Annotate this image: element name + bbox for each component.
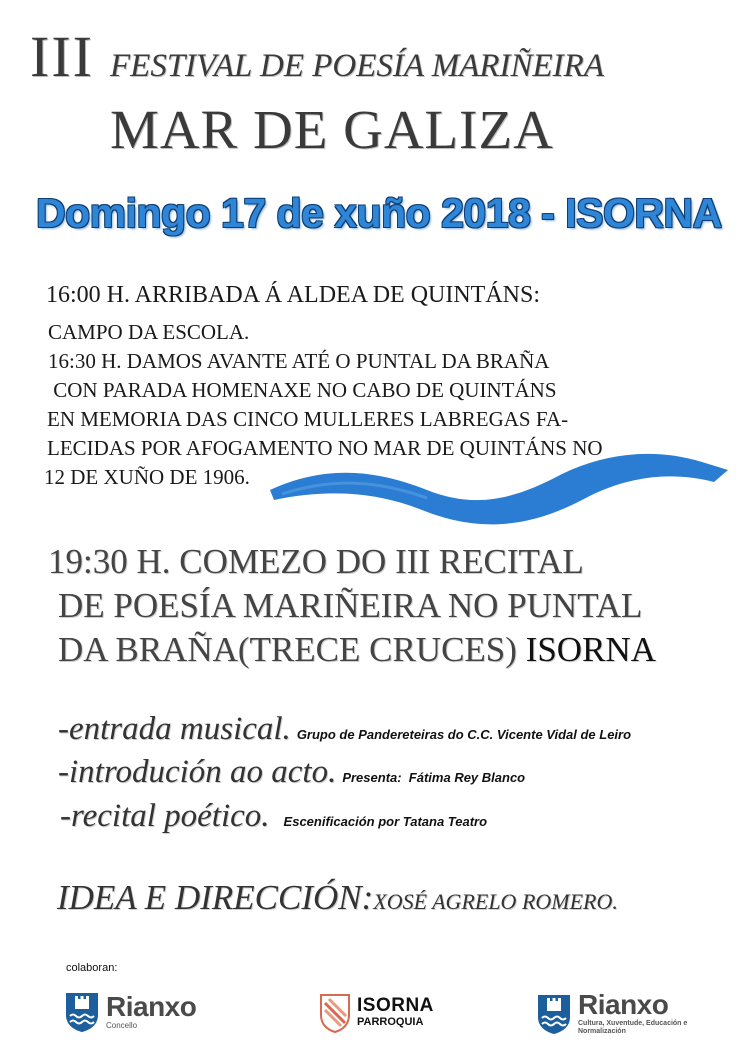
credits bbox=[57, 880, 618, 915]
program-detail: Grupo de Pandereteiras do C.C. Vicente Vidal de Leiro bbox=[296, 727, 632, 742]
program-item-music bbox=[58, 713, 631, 746]
logo-subtitle: Concello bbox=[106, 1021, 138, 1031]
edition-numeral: III bbox=[30, 24, 94, 89]
program-item-intro bbox=[58, 756, 525, 789]
isorna-shield-icon bbox=[319, 993, 351, 1033]
logo-concello-rianxo bbox=[64, 991, 196, 1033]
program-title: -entrada musical. bbox=[58, 711, 291, 747]
recital-info bbox=[48, 540, 656, 672]
logo-subtitle: Cultura, Xuventude, Educación e Normalización bbox=[578, 1020, 688, 1036]
program-detail: Escenificación por Tatana Teatro bbox=[283, 814, 488, 829]
program-title: -introdución ao acto. bbox=[58, 754, 337, 790]
logo-subtitle: PARROQUIA bbox=[357, 1016, 424, 1029]
collaborators-label: colaboran: bbox=[66, 962, 118, 974]
logo-parroquia-isorna bbox=[319, 993, 434, 1033]
logo-title: Rianxo bbox=[106, 991, 197, 1023]
credits-label: IDEA E DIRECCIÓN: bbox=[57, 878, 374, 917]
event-date: Domingo 17 de xuño 2018 - ISORNA bbox=[36, 190, 722, 236]
program-title: -recital poético. bbox=[60, 798, 270, 834]
recital-venue: DA BRAÑA(TRECE CRUCES) bbox=[58, 630, 526, 669]
schedule-line: CON PARADA HOMENAXE NO CABO DE QUINTÁNS bbox=[48, 378, 557, 402]
recital-line: DE POESÍA MARIÑEIRA NO PUNTAL bbox=[58, 586, 643, 625]
schedule-line: 16:30 H. DAMOS AVANTE ATÉ O PUNTAL DA BRAÑA bbox=[48, 349, 550, 373]
schedule-line: EN MEMORIA DAS CINCO MULLERES LABREGAS FA- bbox=[47, 407, 569, 431]
arrival-time: 16:00 H. ARRIBADA Á ALDEA DE QUINTÁNS: bbox=[46, 282, 541, 308]
festival-name: FESTIVAL DE POESÍA MARIÑEIRA bbox=[110, 48, 604, 84]
program-item-recital bbox=[60, 800, 487, 833]
credits-name: XOSÉ AGRELO ROMERO. bbox=[373, 889, 618, 914]
recital-line bbox=[48, 628, 656, 672]
schedule-line: LECIDAS POR AFOGAMENTO NO MAR DE QUINTÁNS NO bbox=[47, 436, 603, 460]
schedule-line: 12 DE XUÑO DE 1906. bbox=[44, 465, 250, 489]
wave-decoration-icon bbox=[262, 448, 732, 536]
logo-title: Rianxo bbox=[578, 989, 669, 1020]
program-detail: Presenta: Fátima Rey Blanco bbox=[342, 770, 526, 785]
festival-title: MAR DE GALIZA bbox=[110, 99, 554, 160]
recital-line: 19:30 H. COMEZO DO III RECITAL bbox=[48, 542, 584, 581]
recital-village: ISORNA bbox=[525, 630, 656, 669]
logo-title: ISORNA bbox=[357, 995, 434, 1017]
logo-rianxo-cultura bbox=[536, 991, 698, 1036]
rianxo-shield-icon bbox=[64, 991, 100, 1033]
rianxo-shield-icon bbox=[536, 993, 572, 1035]
schedule-line: CAMPO DA ESCOLA. bbox=[48, 320, 250, 344]
